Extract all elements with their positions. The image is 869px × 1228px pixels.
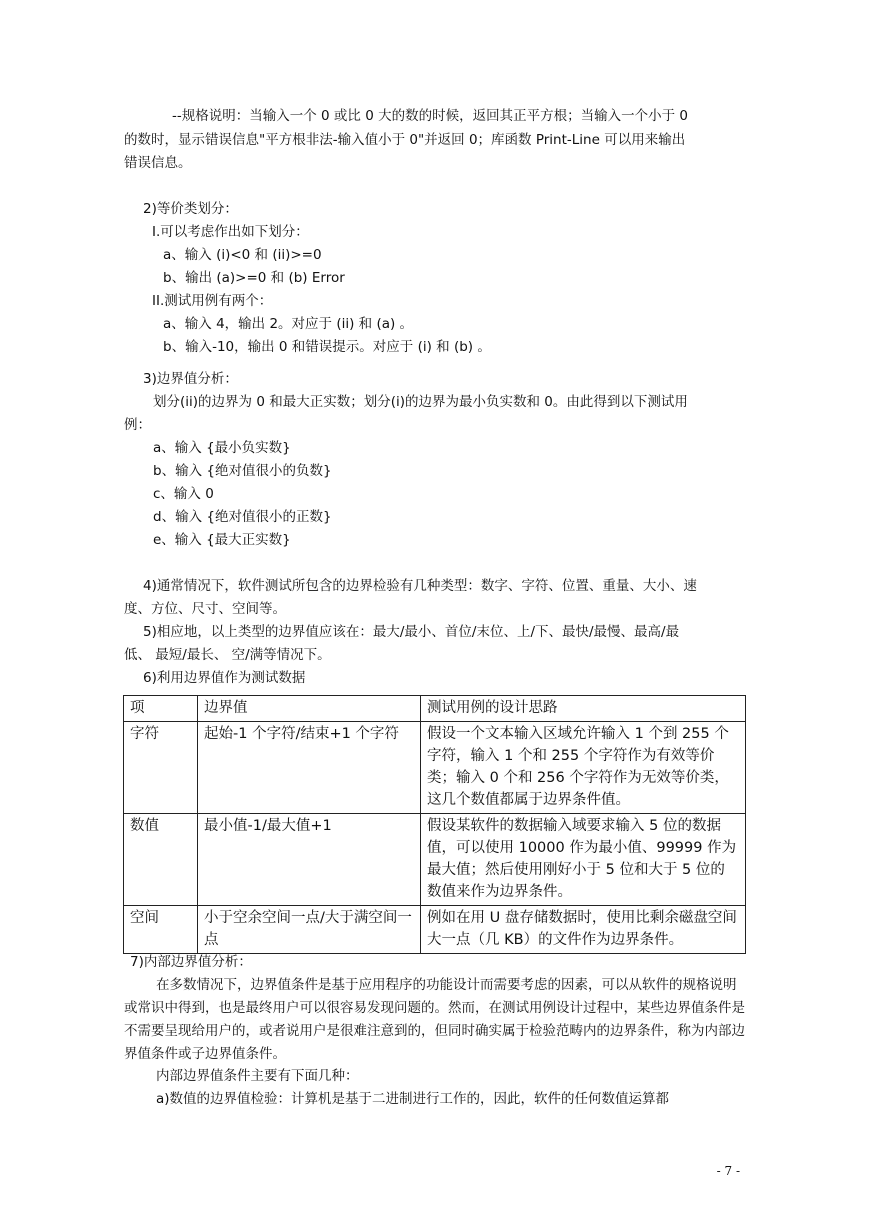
internal-types-line: 内部边界值条件主要有下面几种： <box>156 1068 359 1084</box>
equivalence-item-a2: a、输入 4，输出 2。对应于 (ii) 和 (a) 。 <box>163 316 414 332</box>
equivalence-item-b2: b、输入-10，输出 0 和错误提示。对应于 (i) 和 (b) 。 <box>163 339 491 355</box>
table-cell: 最小值-1/最大值+1 <box>198 814 421 906</box>
table-row <box>124 814 746 906</box>
internal-item-a: a)数值的边界值检验：计算机是基于二进制进行工作的，因此，软件的任何数值运算都 <box>156 1091 670 1107</box>
table-row <box>124 906 746 954</box>
equivalence-part-2: II.测试用例有两个： <box>152 293 273 309</box>
table-cell: 小于空余空间一点/大于满空间一点 <box>198 906 421 954</box>
boundary-heading: 3)边界值分析： <box>143 371 238 387</box>
boundary-item: b、输入 {绝对值很小的负数} <box>153 463 332 479</box>
types-line-4: 低、 最短/最长、 空/满等情况下。 <box>124 647 331 663</box>
table-cell: 字符 <box>124 722 198 814</box>
boundary-item: c、输入 0 <box>153 486 214 502</box>
boundary-line-2: 例： <box>124 417 151 433</box>
boundary-item: e、输入 {最大正实数} <box>153 532 291 548</box>
boundary-item: a、输入 {最小负实数} <box>153 440 291 456</box>
table-cell: 起始-1 个字符/结束+1 个字符 <box>198 722 421 814</box>
types-line-2: 度、方位、尺寸、空间等。 <box>124 601 286 617</box>
table-header-cell: 项 <box>124 696 198 722</box>
table-cell: 假设某软件的数据输入域要求输入 5 位的数据值，可以使用 10000 作为最小值、99999 作为最大值；然后使用刚好小于 5 位和大于 5 位的 数值来作为边界条件。 <box>421 814 746 906</box>
table-cell: 假设一个文本输入区域允许输入 1 个到 255 个 字符，输入 1 个和 255 个字符作为有效等价类；输入 0 个和 256 个字符作为无效等价类，这几个数值都属于边界条件值。 <box>421 722 746 814</box>
types-line-1: 4)通常情况下，软件测试所包含的边界检验有几种类型：数字、字符、位置、重量、大小、速 <box>143 578 697 594</box>
table-row <box>124 722 746 814</box>
table-cell: 例如在用 U 盘存储数据时，使用比剩余磁盘空间大一点（几 KB）的文件作为边界条件。 <box>421 906 746 954</box>
spec-line-3: 错误信息。 <box>124 155 192 171</box>
boundary-line-1: 划分(ii)的边界为 0 和最大正实数；划分(i)的边界为最小负实数和 0。由此得到以下测试用 <box>153 394 688 410</box>
equivalence-item-b1: b、输出 (a)>=0 和 (b) Error <box>163 270 345 286</box>
page-number: - 7 - <box>716 1164 740 1178</box>
table-cell: 数值 <box>124 814 198 906</box>
boundary-value-table <box>123 695 746 954</box>
spec-line-2: 的数时，显示错误信息"平方根非法-输入值小于 0"并返回 0；库函数 Print-Line 可以用来输出 <box>124 132 686 148</box>
equivalence-item-a1: a、输入 (i)<0 和 (ii)>=0 <box>163 247 322 263</box>
table-header-cell: 测试用例的设计思路 <box>421 696 746 722</box>
internal-paragraph: 在多数情况下，边界值条件是基于应用程序的功能设计而需要考虑的因素，可以从软件的规格说明或常识中得到，也是最终用户可以很容易发现问题的。然而，在测试用例设计过程中，某些边界值条件是不需要呈现给用户的，或者说用户是很难注意到的，但同时确实属于检验范畴内的边界条件，称为内部边界值条件或子边界值条件。 <box>124 977 745 1062</box>
equivalence-part-1: I.可以考虑作出如下划分： <box>152 224 309 240</box>
boundary-item: d、输入 {绝对值很小的正数} <box>153 509 332 525</box>
spec-line-1: --规格说明：当输入一个 0 或比 0 大的数的时候，返回其正平方根；当输入一个小于 0 <box>172 108 688 124</box>
table-header-cell: 边界值 <box>198 696 421 722</box>
internal-heading: 7)内部边界值分析： <box>130 954 252 970</box>
table-header-row <box>124 696 746 722</box>
table-cell: 空间 <box>124 906 198 954</box>
types-line-3: 5)相应地，以上类型的边界值应该在：最大/最小、首位/末位、上/下、最快/最慢、最高/最 <box>143 624 680 640</box>
equivalence-heading: 2)等价类划分： <box>143 201 238 217</box>
types-line-5: 6)利用边界值作为测试数据 <box>143 670 306 686</box>
